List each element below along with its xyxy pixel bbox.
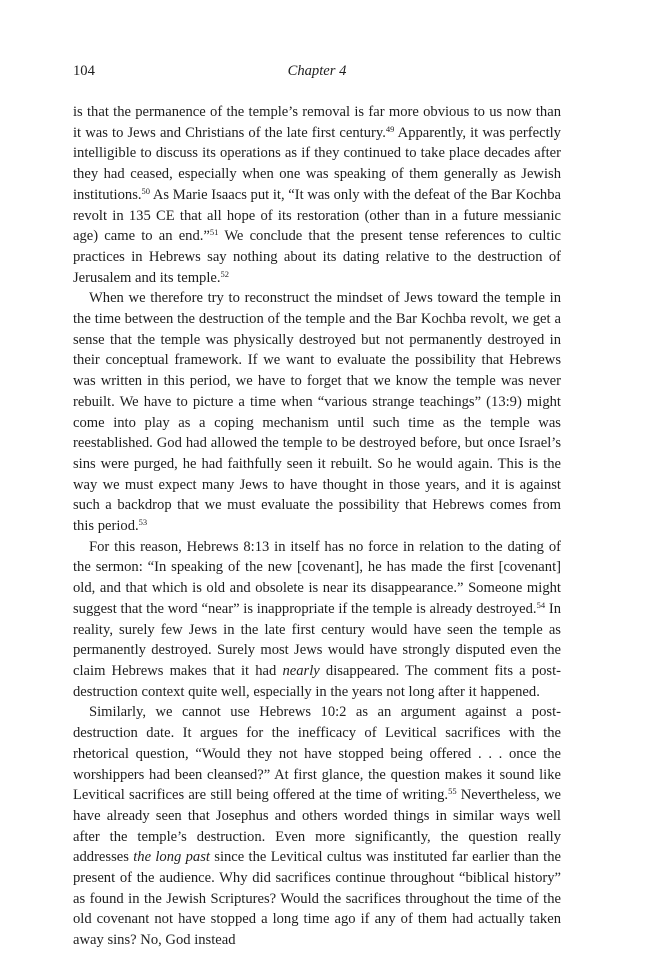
text-run: since the Levitical cultus was instituted far earlier than the present of the audience. Why did sacrifices continue throughout “biblical history” as found in the Jewish Scriptures? Would the sacrifices throughout the time of the old covenant not have stopped a long time ago if any of them had actually taken away sins? No, God instead xyxy=(73,849,561,949)
emphasis-text: the long past xyxy=(133,849,210,866)
footnote-ref: 50 xyxy=(141,185,151,196)
footnote-ref: 49 xyxy=(385,123,395,134)
page-number: 104 xyxy=(73,63,95,79)
text-run: When we therefore try to reconstruct the mindset of Jews toward the temple in the time between the destruction of the temple and the Bar Kochba revolt, we get a sense that the temple was physically destroyed but not permanently destroyed in their conceptual framework. If we want to evaluate the possibility that Hebrews was written in this period, we have to forget that we know the temple was never rebuilt. We have to picture a time when “various strange teachings” (13:9) might come into play as a coping mechanism until such time as the temple was reestablished. God had allowed the temple to be destroyed before, but once Israel’s sins were purged, he had faithfully seen it rebuilt. So he would again. This is the way we must expect many Jews to have thought in those years, and it is against such a backdrop that we must evaluate the possibility that Hebrews comes from this period. xyxy=(73,290,561,535)
text-run: Nevertheless, we have already seen that Josephus and others worded things in similar ways well after the temple’s destruction. Even more significantly, the question really addresses xyxy=(73,787,561,866)
text-run: As Marie Isaacs put it, “It was only with the defeat of the Bar Kochba revolt in 135 CE that all hope of its restoration (other than in a future messianic age) came to an end.” xyxy=(73,186,561,245)
footnote-ref: 51 xyxy=(209,227,219,238)
paragraph xyxy=(73,537,561,703)
running-head: Chapter 4 xyxy=(287,63,347,79)
paragraph xyxy=(73,288,561,536)
text-run: Apparently, it was perfectly intelligible to discuss its operations as if they continued to take place decades after they had ceased, especially when one was speaking of them generally as Jewish institutions. xyxy=(73,124,561,203)
body-text xyxy=(73,102,561,951)
emphasis-text: nearly xyxy=(282,662,320,679)
paragraph xyxy=(73,102,561,288)
text-run: In reality, surely few Jews in the late first century would have seen the temple as permanently destroyed. Surely most Jews would have strongly disputed even the claim Hebrews makes that it had xyxy=(73,600,561,679)
text-run: Similarly, we cannot use Hebrews 10:2 as an argument against a post-destruction date. It argues for the inefficacy of Levitical sacrifices with the rhetorical question, “Would they not have stopped being offered . . . once the worshippers had been cleansed?” At first glance, the question makes it sound like Levitical sacrifices are still being offered at the time of writing. xyxy=(73,704,561,804)
footnote-ref: 52 xyxy=(220,268,230,279)
footnote-ref: 53 xyxy=(138,517,148,528)
page-header xyxy=(73,63,561,85)
footnote-ref: 55 xyxy=(448,786,457,797)
text-run: is that the permanence of the temple’s removal is far more obvious to us now than it was to Jews and Christians of the late first century. xyxy=(73,104,561,141)
footnote-ref: 54 xyxy=(536,599,546,610)
text-run: We conclude that the present tense references to cultic practices in Hebrews say nothing about its dating relative to the destruction of Jerusalem and its temple. xyxy=(73,228,561,286)
paragraph xyxy=(73,702,561,950)
text-run: For this reason, Hebrews 8:13 in itself has no force in relation to the dating of the sermon: “In speaking of the new [covenant], he has made the first [covenant] old, and that which is old and obsolete is near its disappearance.” Someone might suggest that the word “near” is inappropriate if the temple is already destroyed. xyxy=(73,538,561,617)
text-run: disappeared. The comment fits a post-destruction context quite well, especially in the years not long after it happened. xyxy=(73,662,561,700)
